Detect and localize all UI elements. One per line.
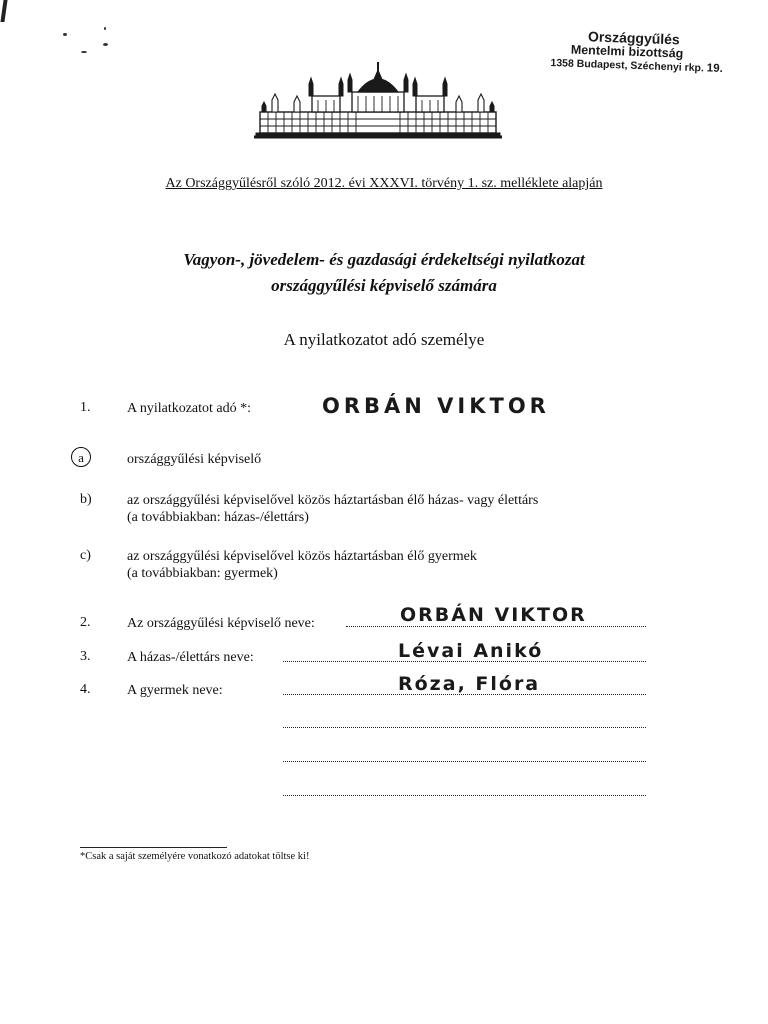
- scan-speck: [104, 27, 106, 30]
- option-b-label: az országgyűlési képviselővel közös háztartásban élő házas- vagy élettárs (a továbbiakban: házas-/élettárs): [127, 493, 539, 525]
- stamp-line-2: Mentelmi bizottság: [570, 42, 684, 61]
- committee-stamp: [473, 25, 724, 76]
- scan-speck: [103, 43, 108, 46]
- form-title-line-2: országgyűlési képviselő számára: [271, 276, 497, 295]
- option-c-letter: c): [80, 548, 91, 563]
- empty-line: [283, 795, 646, 796]
- field-3-number: 3.: [80, 649, 91, 664]
- scan-artifact-mark: [0, 0, 7, 22]
- spouse-name-value: Lévai Anikó: [398, 640, 544, 662]
- form-title-line-1: Vagyon-, jövedelem- és gazdasági érdekeltségi nyilatkozat: [183, 250, 585, 269]
- option-c-label: az országgyűlési képviselővel közös háztartásban élő gyermek (a továbbiakban: gyermek): [127, 549, 477, 581]
- field-2-label: Az országgyűlési képviselő neve:: [127, 616, 315, 631]
- stamp-line-3: 1358 Budapest, Széchenyi rkp. 19.: [550, 56, 723, 75]
- option-b-letter: b): [80, 492, 92, 507]
- item-1-label: A nyilatkozatot adó *:: [127, 401, 252, 416]
- parliament-building-icon: [254, 62, 502, 142]
- scan-speck: [81, 51, 87, 53]
- law-reference: Az Országgyűlésről szóló 2012. évi XXXVI. törvény 1. sz. melléklete alapján: [165, 176, 603, 191]
- field-4-label: A gyermek neve:: [127, 683, 223, 698]
- empty-line: [283, 727, 646, 728]
- field-2-number: 2.: [80, 615, 91, 630]
- field-3-label: A házas-/élettárs neve:: [127, 650, 254, 665]
- option-a-label: országgyűlési képviselő: [127, 452, 262, 467]
- field-2-line: [346, 626, 646, 627]
- option-a-selected-marker: a: [71, 447, 91, 467]
- scan-speck: [63, 33, 67, 36]
- item-1-number: 1.: [80, 400, 91, 415]
- footnote-rule: [80, 847, 227, 848]
- footnote: *Csak a saját személyére vonatkozó adatokat töltse ki!: [80, 851, 310, 862]
- section-title: A nyilatkozatot adó személye: [283, 330, 485, 349]
- declarant-name-value: ORBÁN VIKTOR: [322, 394, 550, 418]
- empty-line: [283, 761, 646, 762]
- mp-name-value: ORBÁN VIKTOR: [400, 604, 587, 626]
- stamp-line-1: Országgyűlés: [587, 28, 681, 48]
- field-4-number: 4.: [80, 682, 91, 697]
- children-names-value: Róza, Flóra: [398, 673, 541, 695]
